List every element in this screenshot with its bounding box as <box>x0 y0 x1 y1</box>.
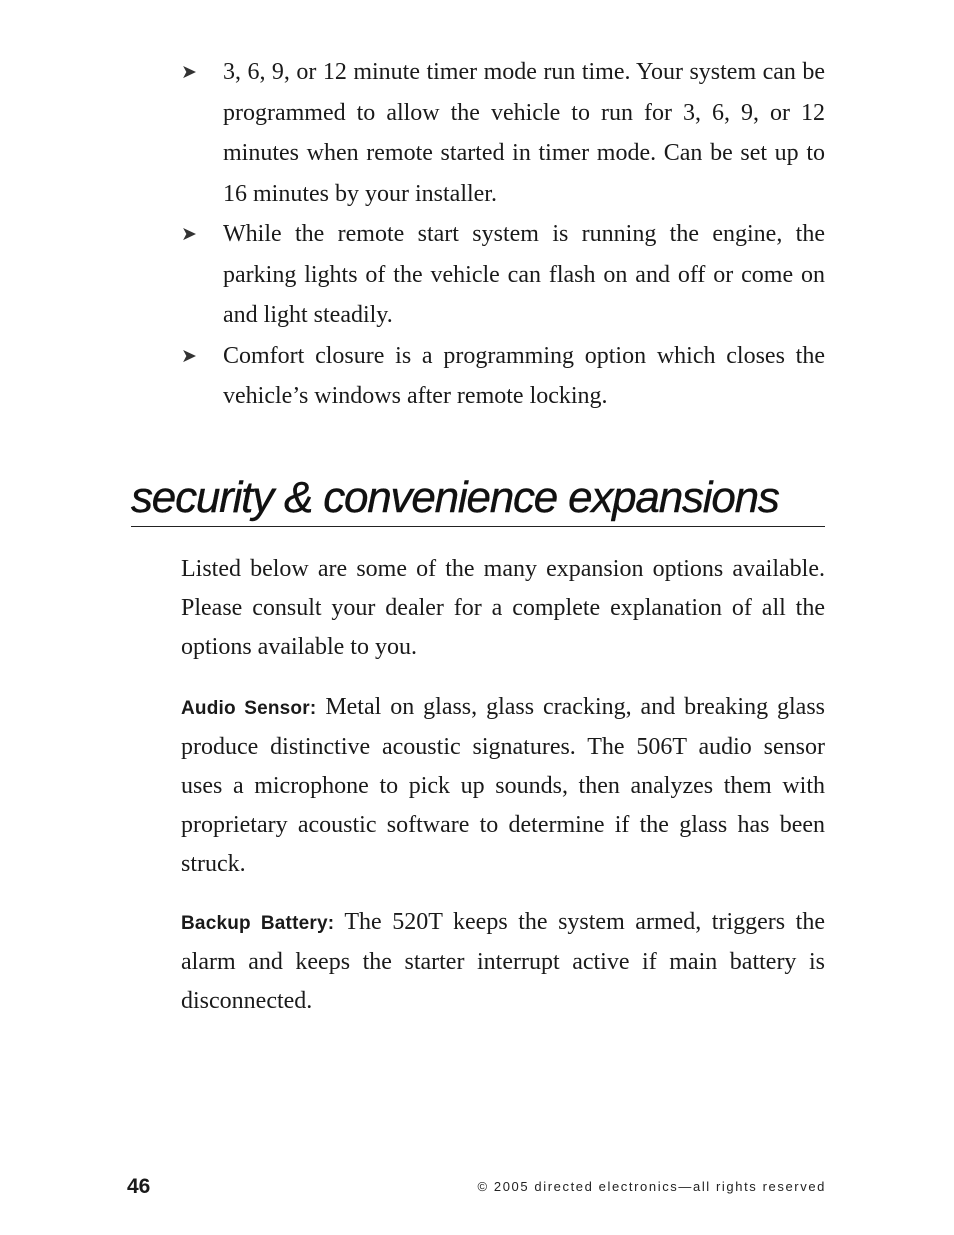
bullet-item-parking-lights <box>181 214 825 336</box>
backup-battery-label: Backup Battery: <box>181 913 335 934</box>
bullet-item-comfort-closure <box>181 336 825 417</box>
section-title: security & convenience expansions <box>131 470 825 527</box>
arrowhead-bullet-icon: ➤ <box>181 61 197 83</box>
backup-battery-text: The 520T keeps the system armed, triggers the alarm and keeps the starter interrupt active if main battery is disconnected. <box>181 909 825 1014</box>
copyright-notice: © 2005 directed electronics—all rights reserved <box>477 1179 826 1194</box>
bullet-text: While the remote start system is running the engine, the parking lights of the vehicle can flash on and off or come on and light steadily. <box>223 221 825 328</box>
audio-sensor-label: Audio Sensor: <box>181 698 317 719</box>
arrowhead-bullet-icon: ➤ <box>181 344 197 367</box>
audio-sensor-paragraph <box>181 688 825 884</box>
page-number: 46 <box>127 1175 151 1198</box>
feature-bullet-list <box>181 52 825 417</box>
audio-sensor-text: Metal on glass, glass cracking, and breaking glass produce distinctive acoustic signatures. The 506T audio sensor uses a microphone to pick up sounds, then analyzes them with proprietary acoustic software to determine if the glass has been struck. <box>181 694 826 877</box>
bullet-text: 3, 6, 9, or 12 minute timer mode run time. Your system can be programmed to allow the vehicle to run for 3, 6, 9, or 12 minutes when remote started in timer mode. Can be set up to 16 minutes by your installer. <box>223 59 825 207</box>
backup-battery-paragraph <box>181 903 825 1021</box>
bullet-text: Comfort closure is a programming option which closes the vehicle’s windows after remote locking. <box>223 342 825 409</box>
intro-paragraph: Listed below are some of the many expansion options available. Please consult your dealer for a complete explanation of all the options available to you. <box>181 556 825 660</box>
bullet-item-timer-mode <box>181 52 825 214</box>
arrowhead-bullet-icon: ➤ <box>181 223 197 245</box>
